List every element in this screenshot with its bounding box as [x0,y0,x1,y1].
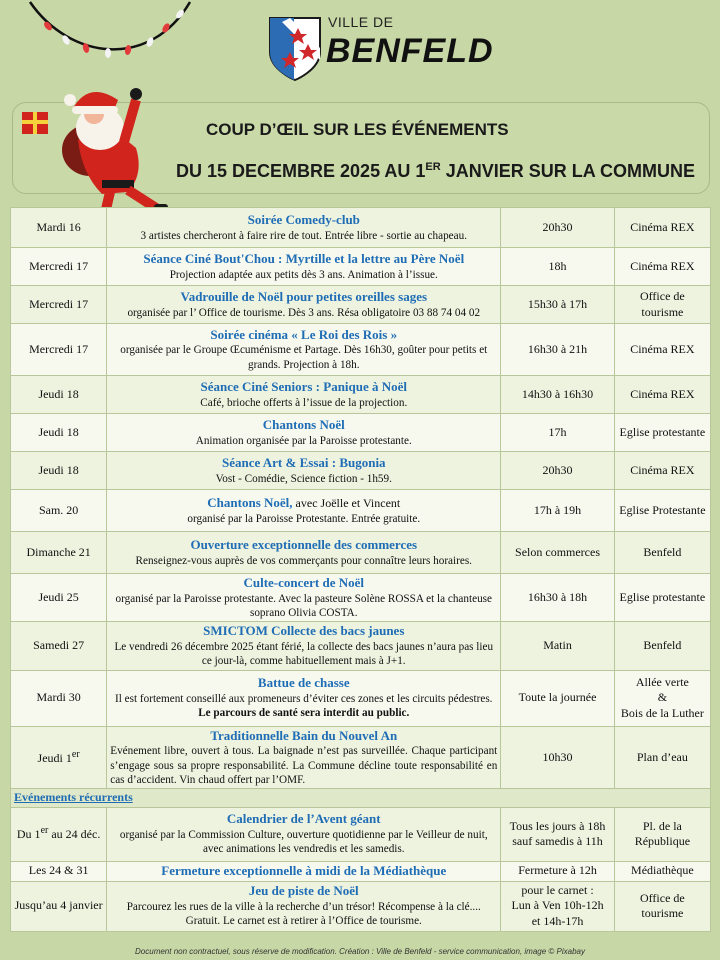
event-place: Cinéma REX [614,376,710,414]
event-date: Dimanche 21 [11,532,107,574]
event-date: Jeudi 18 [11,414,107,452]
benfeld-logo [268,14,494,84]
event-description: Chantons Noël, avec Joëlle et Vincent organisé par la Paroisse Protestante. Entrée gratuite. [107,490,501,532]
event-date: Samedi 27 [11,622,107,670]
event-time: Toute la journée [501,670,614,726]
table-row [11,726,711,789]
event-date: Mercredi 17 [11,286,107,324]
event-description: Vadrouille de Noël pour petites oreilles sages organisée par l’ Office de tourisme. Dès 3 ans. Résa obligatoire 03 88 74 04 02 [107,286,501,324]
logo-ville-de: VILLE DE [328,14,394,30]
event-description: Séance Ciné Seniors : Panique à Noël Café, brioche offerts à l’issue de la projection. [107,376,501,414]
table-row [11,324,711,376]
event-time: 17h à 19h [501,490,614,532]
page-subtitle: DU 15 DECEMBRE 2025 AU 1ER JANVIER SUR LA COMMUNE [176,161,696,181]
event-title: Traditionnelle Bain du Nouvel An [210,727,398,743]
coat-of-arms-icon [268,14,322,82]
event-time: 16h30 à 18h [501,574,614,622]
event-date: Mercredi 17 [11,324,107,376]
table-row [11,861,711,881]
event-description: Traditionnelle Bain du Nouvel An Evénement libre, ouvert à tous. La baignade n’est pas surveillée. Chaque participant s’engage sous sa propre responsabilité. La Commune décline toute responsabilité en cas d’accident. Vin chaud offert par l’OMF. [107,726,501,789]
event-date: Jeudi 1er [11,726,107,789]
event-place: Benfeld [614,532,710,574]
recurring-section-header [11,789,711,807]
event-date: Jeudi 18 [11,376,107,414]
table-row [11,414,711,452]
event-description: Battue de chasse Il est fortement conseillé aux promeneurs d’éviter ces zones et les circuits pédestres. Le parcours de santé sera interdit au public. [107,670,501,726]
event-place: Cinéma REX [614,248,710,286]
event-time: 17h [501,414,614,452]
table-row [11,286,711,324]
event-time: 18h [501,248,614,286]
event-date: Jeudi 18 [11,452,107,490]
event-title: Séance Ciné Seniors : Panique à Noël [200,379,408,395]
event-time: pour le carnet : Lun à Ven 10h-12h et 14h-17h [501,881,614,931]
event-description: Calendrier de l’Avent géant organisé par la Commission Culture, ouverture quotidienne par le Veilleur de nuit, avec animations les vendredis et les samedis. [107,807,501,861]
event-time: 20h30 [501,208,614,248]
event-title: Soirée Comedy-club [247,212,360,228]
table-row [11,532,711,574]
event-title: Jeu de piste de Noël [248,883,359,899]
event-date: Sam. 20 [11,490,107,532]
event-place: Eglise protestante [614,574,710,622]
event-title: Culte-concert de Noël [243,575,365,590]
event-place: Eglise protestante [614,414,710,452]
page-title: COUP D’ŒIL SUR LES ÉVÉNEMENTS [206,120,509,139]
event-description [107,861,501,881]
event-place: Benfeld [614,622,710,670]
event-date: Jusqu’au 4 janvier [11,881,107,931]
event-title: Chantons Noël, [207,495,293,511]
event-time: 14h30 à 16h30 [501,376,614,414]
event-place: Plan d’eau [614,726,710,789]
event-description: Chantons Noël Animation organisée par la Paroisse protestante. [107,414,501,452]
table-row [11,574,711,622]
event-place: Eglise Protestante [614,490,710,532]
event-place: Cinéma REX [614,452,710,490]
table-row [11,670,711,726]
table-row [11,376,711,414]
event-title: Séance Ciné Bout'Chou : Myrtille et la lettre au Père Noël [143,251,465,267]
event-date: Mercredi 17 [11,248,107,286]
event-title: Ouverture exceptionnelle des commerces [190,537,418,553]
event-title: Vadrouille de Noël pour petites oreilles sages [180,289,428,305]
table-row [11,248,711,286]
event-title: Soirée cinéma « Le Roi des Rois » [210,326,398,342]
event-title: Fermeture exceptionnelle à midi de la Médiathèque [161,862,447,878]
event-description: SMICTOM Collecte des bacs jaunes Le vendredi 26 décembre 2025 étant férié, la collecte des bacs jaunes n’aura pas lieu ce jour-là, comme habituellement mais à J+1. [107,622,501,670]
event-place: Allée verte & Bois de la Luther [614,670,710,726]
event-place: Office de tourisme [614,881,710,931]
event-time: 10h30 [501,726,614,789]
event-description: Soirée cinéma « Le Roi des Rois » organisée par le Groupe Œcuménisme et Partage. Dès 16h30, goûter pour petits et grands. Projection à 18h. [107,324,501,376]
recurring-label: Evénements récurrents [11,789,711,807]
event-time: Fermeture à 12h [501,861,614,881]
table-row [11,807,711,861]
event-description: Soirée Comedy-club 3 artistes chercheront à faire rire de tout. Entrée libre - sortie au chapeau. [107,208,501,248]
event-description: Ouverture exceptionnelle des commerces Renseignez-vous auprès de vos commerçants pour connaître leurs horaires. [107,532,501,574]
event-date: Mardi 16 [11,208,107,248]
event-date: Mardi 30 [11,670,107,726]
table-row [11,208,711,248]
event-time: 16h30 à 21h [501,324,614,376]
event-place: Médiathèque [614,861,710,881]
event-time: 20h30 [501,452,614,490]
event-title: SMICTOM Collecte des bacs jaunes [203,623,405,639]
event-place: Cinéma REX [614,324,710,376]
santa-claus-illustration [18,70,198,230]
footer-disclaimer: Document non contractuel, sous réserve de modification. Création : Ville de Benfeld - service communication, image © Pixabay [135,947,585,956]
event-place: Cinéma REX [614,208,710,248]
event-time: Selon commerces [501,532,614,574]
event-time: Tous les jours à 18h sauf samedis à 11h [501,807,614,861]
events-table [10,207,711,932]
event-description: Séance Ciné Bout'Chou : Myrtille et la lettre au Père Noël Projection adaptée aux petits dès 3 ans. Animation à l’issue. [107,248,501,286]
event-title: Calendrier de l’Avent géant [226,811,381,827]
event-description: Séance Art & Essai : Bugonia Vost - Comédie, Science fiction - 1h59. [107,452,501,490]
event-time: 15h30 à 17h [501,286,614,324]
table-row [11,452,711,490]
table-row [11,622,711,670]
event-place: Office de tourisme [614,286,710,324]
table-row [11,490,711,532]
event-title: Battue de chasse [257,675,350,691]
logo-town-name: BENFELD [326,32,494,70]
event-description: Culte-concert de Noël organisé par la Paroisse protestante. Avec la pasteure Solène ROSSA et la chanteuse soprano Olivia COSTA. [107,574,501,622]
event-title: Séance Art & Essai : Bugonia [221,455,386,471]
event-date: Jeudi 25 [11,574,107,622]
event-date: Du 1er au 24 déc. [11,807,107,861]
event-description: Jeu de piste de Noël Parcourez les rues de la ville à la recherche d’un trésor! Récompense à la clé.... Gratuit. Le carnet est à retirer à l’Office de tourisme. [107,881,501,931]
event-title: Chantons Noël [262,417,345,433]
event-place: Pl. de la République [614,807,710,861]
table-row [11,881,711,931]
event-time: Matin [501,622,614,670]
event-date: Les 24 & 31 [11,861,107,881]
